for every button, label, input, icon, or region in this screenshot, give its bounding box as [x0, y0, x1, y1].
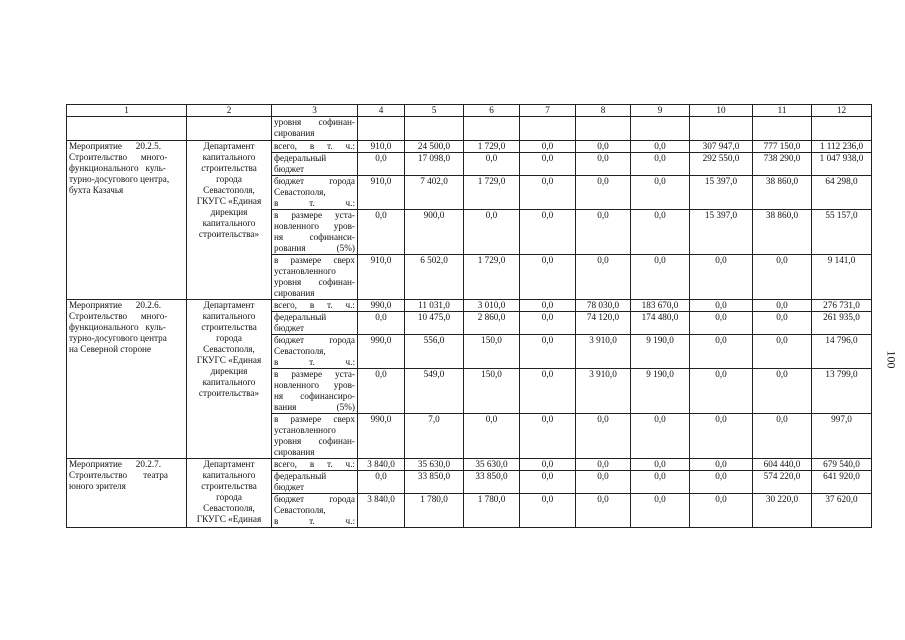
funding-type: в размере сверх установленного уровня софинан- сирования: [272, 255, 358, 300]
value-col-12: 1 112 236,0: [812, 141, 872, 153]
value-col-12: 1 047 938,0: [812, 153, 872, 176]
event-cell: [67, 117, 187, 141]
value-cell: [405, 117, 464, 141]
value-col-7: 0,0: [520, 414, 576, 459]
value-col-9: 183 670,0: [631, 300, 690, 312]
funding-type: в размере сверх установленного уровня софинан- сирования: [272, 414, 358, 459]
value-col-12: 37 620,0: [812, 494, 872, 528]
value-col-6: 150,0: [464, 369, 520, 414]
responsible-organization: Департамент капитального строительства города Севастополя, ГКУГС «Единая дирекция капитального строительства»: [187, 141, 272, 300]
value-col-6: 2 860,0: [464, 312, 520, 335]
value-col-7: 0,0: [520, 369, 576, 414]
value-col-6: 0,0: [464, 210, 520, 255]
table-row: [67, 300, 872, 312]
page-number: 100: [884, 350, 899, 369]
value-col-11: 38 860,0: [753, 176, 812, 210]
value-col-11: 38 860,0: [753, 210, 812, 255]
value-col-8: 0,0: [576, 414, 631, 459]
value-col-10: 0,0: [690, 255, 753, 300]
column-number-6: 6: [464, 105, 520, 117]
table-row: [67, 459, 872, 471]
column-number-12: 12: [812, 105, 872, 117]
value-col-9: 0,0: [631, 414, 690, 459]
value-cell: [631, 117, 690, 141]
org-cell: [187, 117, 272, 141]
value-col-11: 0,0: [753, 369, 812, 414]
event-description: Мероприятие 20.2.5. Строительство много- функционального куль- турно-досугового центра, бухта Казачья: [67, 141, 187, 300]
column-number-4: 4: [358, 105, 405, 117]
value-col-5: 7 402,0: [405, 176, 464, 210]
value-cell: [464, 117, 520, 141]
column-number-3: 3: [272, 105, 358, 117]
value-col-4: 990,0: [358, 300, 405, 312]
funding-type: бюджет города Севастополя, в т. ч.:: [272, 494, 358, 528]
column-number-10: 10: [690, 105, 753, 117]
value-col-11: 30 220,0: [753, 494, 812, 528]
value-col-4: 0,0: [358, 153, 405, 176]
value-col-10: 0,0: [690, 494, 753, 528]
value-col-11: 0,0: [753, 414, 812, 459]
value-col-6: 1 780,0: [464, 494, 520, 528]
value-col-10: 0,0: [690, 312, 753, 335]
value-cell: [358, 117, 405, 141]
value-col-12: 14 796,0: [812, 335, 872, 369]
value-col-5: 33 850,0: [405, 471, 464, 494]
budget-table: [66, 104, 872, 528]
funding-type: всего, в т. ч.:: [272, 459, 358, 471]
value-col-5: 1 780,0: [405, 494, 464, 528]
column-number-11: 11: [753, 105, 812, 117]
value-col-10: 15 397,0: [690, 210, 753, 255]
value-col-4: 3 840,0: [358, 459, 405, 471]
value-col-10: 292 550,0: [690, 153, 753, 176]
value-col-12: 64 298,0: [812, 176, 872, 210]
funding-type: бюджет города Севастополя, в т. ч.:: [272, 335, 358, 369]
value-col-9: 9 190,0: [631, 369, 690, 414]
value-col-6: 35 630,0: [464, 459, 520, 471]
value-col-5: 7,0: [405, 414, 464, 459]
value-col-6: 0,0: [464, 414, 520, 459]
value-col-7: 0,0: [520, 300, 576, 312]
column-number-7: 7: [520, 105, 576, 117]
value-col-4: 910,0: [358, 141, 405, 153]
value-col-8: 0,0: [576, 494, 631, 528]
value-col-12: 55 157,0: [812, 210, 872, 255]
value-col-7: 0,0: [520, 471, 576, 494]
value-col-11: 0,0: [753, 255, 812, 300]
value-col-8: 78 030,0: [576, 300, 631, 312]
value-col-10: 0,0: [690, 369, 753, 414]
value-col-11: 0,0: [753, 312, 812, 335]
funding-type-cell: уровня софинан- сирования: [272, 117, 358, 141]
funding-type: всего, в т. ч.:: [272, 300, 358, 312]
value-col-7: 0,0: [520, 494, 576, 528]
value-col-11: 777 150,0: [753, 141, 812, 153]
value-col-10: 0,0: [690, 471, 753, 494]
value-col-8: 3 910,0: [576, 335, 631, 369]
value-col-8: 74 120,0: [576, 312, 631, 335]
value-cell: [576, 117, 631, 141]
value-col-7: 0,0: [520, 141, 576, 153]
value-col-7: 0,0: [520, 459, 576, 471]
value-col-9: 0,0: [631, 176, 690, 210]
value-col-11: 0,0: [753, 300, 812, 312]
value-col-10: 0,0: [690, 300, 753, 312]
value-col-4: 990,0: [358, 414, 405, 459]
value-cell: [753, 117, 812, 141]
value-col-10: 307 947,0: [690, 141, 753, 153]
responsible-organization: Департамент капитального строительства города Севастополя, ГКУГС «Единая дирекция капитального строительства»: [187, 300, 272, 459]
value-col-10: 15 397,0: [690, 176, 753, 210]
value-col-5: 6 502,0: [405, 255, 464, 300]
value-col-11: 604 440,0: [753, 459, 812, 471]
value-col-10: 0,0: [690, 414, 753, 459]
value-col-5: 11 031,0: [405, 300, 464, 312]
value-cell: [690, 117, 753, 141]
value-col-9: 0,0: [631, 494, 690, 528]
value-col-4: 3 840,0: [358, 494, 405, 528]
funding-type: федеральный бюджет: [272, 471, 358, 494]
value-cell: [520, 117, 576, 141]
value-col-4: 0,0: [358, 312, 405, 335]
value-col-6: 3 010,0: [464, 300, 520, 312]
value-col-6: 150,0: [464, 335, 520, 369]
value-col-8: 0,0: [576, 210, 631, 255]
event-description: Мероприятие 20.2.7. Строительство театра юного зрителя: [67, 459, 187, 528]
value-col-9: 0,0: [631, 210, 690, 255]
funding-type: федеральный бюджет: [272, 312, 358, 335]
value-col-8: 0,0: [576, 141, 631, 153]
table-row: [67, 141, 872, 153]
value-col-9: 0,0: [631, 471, 690, 494]
value-col-5: 549,0: [405, 369, 464, 414]
value-col-5: 900,0: [405, 210, 464, 255]
value-col-7: 0,0: [520, 335, 576, 369]
responsible-organization: Департамент капитального строительства города Севастополя, ГКУГС «Единая: [187, 459, 272, 528]
value-col-4: 0,0: [358, 369, 405, 414]
value-col-9: 0,0: [631, 153, 690, 176]
value-col-5: 17 098,0: [405, 153, 464, 176]
value-col-4: 990,0: [358, 335, 405, 369]
value-col-8: 0,0: [576, 176, 631, 210]
table-row: [67, 117, 872, 141]
value-col-5: 10 475,0: [405, 312, 464, 335]
value-col-7: 0,0: [520, 176, 576, 210]
value-col-4: 910,0: [358, 176, 405, 210]
value-col-9: 174 480,0: [631, 312, 690, 335]
value-col-6: 1 729,0: [464, 176, 520, 210]
value-col-12: 9 141,0: [812, 255, 872, 300]
value-col-9: 0,0: [631, 459, 690, 471]
funding-type: всего, в т. ч.:: [272, 141, 358, 153]
value-col-9: 9 190,0: [631, 335, 690, 369]
value-col-4: 910,0: [358, 255, 405, 300]
value-col-12: 276 731,0: [812, 300, 872, 312]
value-col-9: 0,0: [631, 255, 690, 300]
value-col-11: 574 220,0: [753, 471, 812, 494]
value-col-11: 0,0: [753, 335, 812, 369]
value-col-12: 679 540,0: [812, 459, 872, 471]
value-col-12: 261 935,0: [812, 312, 872, 335]
value-col-7: 0,0: [520, 153, 576, 176]
column-number-2: 2: [187, 105, 272, 117]
value-col-6: 0,0: [464, 153, 520, 176]
column-number-5: 5: [405, 105, 464, 117]
event-description: Мероприятие 20.2.6. Строительство много- функционального куль- турно-досугового центра на Северной стороне: [67, 300, 187, 459]
value-col-8: 0,0: [576, 153, 631, 176]
value-col-10: 0,0: [690, 335, 753, 369]
column-number-1: 1: [67, 105, 187, 117]
value-col-9: 0,0: [631, 141, 690, 153]
value-col-8: 3 910,0: [576, 369, 631, 414]
value-col-5: 35 630,0: [405, 459, 464, 471]
value-col-4: 0,0: [358, 210, 405, 255]
value-col-11: 738 290,0: [753, 153, 812, 176]
value-col-10: 0,0: [690, 459, 753, 471]
value-col-6: 33 850,0: [464, 471, 520, 494]
value-col-8: 0,0: [576, 255, 631, 300]
value-col-8: 0,0: [576, 471, 631, 494]
value-col-8: 0,0: [576, 459, 631, 471]
funding-type: федеральный бюджет: [272, 153, 358, 176]
funding-type: в размере уста- новленного уров- ня софинанси- рования (5%): [272, 210, 358, 255]
value-col-5: 24 500,0: [405, 141, 464, 153]
column-number-8: 8: [576, 105, 631, 117]
column-number-9: 9: [631, 105, 690, 117]
funding-type: бюджет города Севастополя, в т. ч.:: [272, 176, 358, 210]
value-col-7: 0,0: [520, 210, 576, 255]
value-col-12: 997,0: [812, 414, 872, 459]
funding-type: в размере уста- новленного уров- ня софинансиро- вания (5%): [272, 369, 358, 414]
value-col-6: 1 729,0: [464, 255, 520, 300]
value-col-7: 0,0: [520, 312, 576, 335]
value-col-5: 556,0: [405, 335, 464, 369]
value-col-12: 641 920,0: [812, 471, 872, 494]
table-header-row: [67, 105, 872, 117]
value-cell: [812, 117, 872, 141]
value-col-4: 0,0: [358, 471, 405, 494]
value-col-7: 0,0: [520, 255, 576, 300]
value-col-12: 13 799,0: [812, 369, 872, 414]
value-col-6: 1 729,0: [464, 141, 520, 153]
